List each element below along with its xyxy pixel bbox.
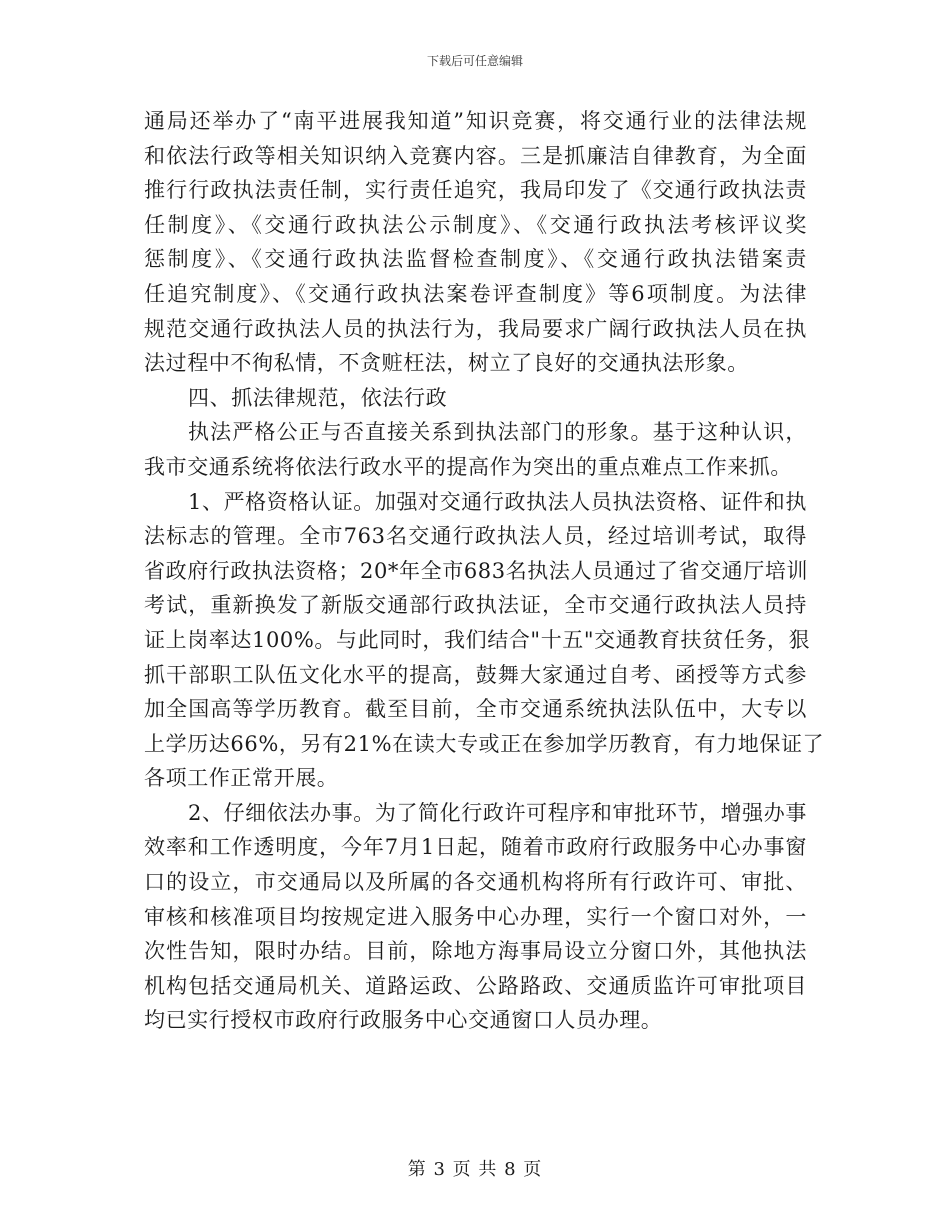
text-line: 四、抓法律规范，依法行政	[188, 385, 448, 410]
paragraph	[144, 485, 825, 796]
text-line: 口的设立，市交通局以及所属的各交通机构将所有行政许可、审批、	[144, 870, 807, 895]
text-line: 通局还举办了“南平进展我知道”知识竞赛，将交通行业的法律法规	[144, 109, 807, 133]
paragraph	[144, 796, 807, 1038]
text-line: 审核和核准项目均按规定进入服务中心办理，实行一个窗口对外，一	[144, 904, 807, 929]
page-header: 下载后可任意编辑	[426, 54, 523, 68]
document-body	[144, 104, 825, 1038]
text-line: 机构包括交通局机关、道路运政、公路路政、交通质监许可审批项目	[144, 973, 807, 998]
paragraph	[144, 415, 807, 484]
text-line: 效率和工作透明度，今年7月1日起，随着市政府行政服务中心办事窗	[144, 835, 807, 860]
text-line: 2、仔细依法办事。为了简化行政许可程序和审批环节，增强办事	[188, 800, 807, 825]
page-footer: 第 3 页 共 8 页	[407, 1159, 543, 1180]
text-line: 法标志的管理。全市763名交通行政执法人员，经过培训考试，取得	[144, 524, 807, 549]
text-line: 证上岗率达100%。与此同时，我们结合"十五"交通教育扶贫任务，狠	[144, 627, 811, 652]
text-line: 法过程中不徇私情，不贪赃枉法，树立了良好的交通执法形象。	[144, 351, 749, 376]
text-line: 次性告知，限时办结。目前，除地方海事局设立分窗口外，其他执法	[144, 939, 807, 964]
text-line: 抓干部职工队伍文化水平的提高，鼓舞大家通过自考、函授等方式参	[144, 662, 807, 687]
text-line: 任追究制度》、《交通行政执法案卷评查制度》等6项制度。为法律	[144, 281, 807, 306]
text-line: 省政府行政执法资格；20*年全市683名执法人员通过了省交通厅培训	[144, 558, 809, 583]
paragraph	[144, 104, 807, 381]
text-line: 各项工作正常开展。	[144, 766, 339, 791]
text-line: 考试，重新换发了新版交通部行政执法证，全市交通行政执法人员持	[144, 593, 807, 618]
text-line: 惩制度》、《交通行政执法监督检查制度》、《交通行政执法错案责	[144, 247, 807, 272]
text-line: 规范交通行政执法人员的执法行为，我局要求广阔行政执法人员在执	[144, 316, 807, 341]
section-heading	[144, 381, 807, 416]
text-line: 上学历达66%，另有21%在读大专或正在参加学历教育，有力地保证了	[144, 731, 825, 756]
text-line: 均已实行授权市政府行政服务中心交通窗口人员办理。	[144, 1008, 663, 1033]
text-line: 和依法行政等相关知识纳入竞赛内容。三是抓廉洁自律教育，为全面	[144, 143, 807, 168]
text-line: 加全国高等学历教育。截至目前，全市交通系统执法队伍中，大专以	[144, 697, 807, 722]
text-line: 推行行政执法责任制，实行责任追究，我局印发了《交通行政执法责	[144, 178, 807, 203]
text-line: 1、严格资格认证。加强对交通行政执法人员执法资格、证件和执	[188, 489, 807, 514]
text-line: 执法严格公正与否直接关系到执法部门的形象。基于这种认识，	[188, 420, 807, 445]
text-line: 我市交通系统将依法行政水平的提高作为突出的重点难点工作来抓。	[144, 454, 792, 479]
text-line: 任制度》、《交通行政执法公示制度》、《交通行政执法考核评议奖	[144, 212, 807, 237]
